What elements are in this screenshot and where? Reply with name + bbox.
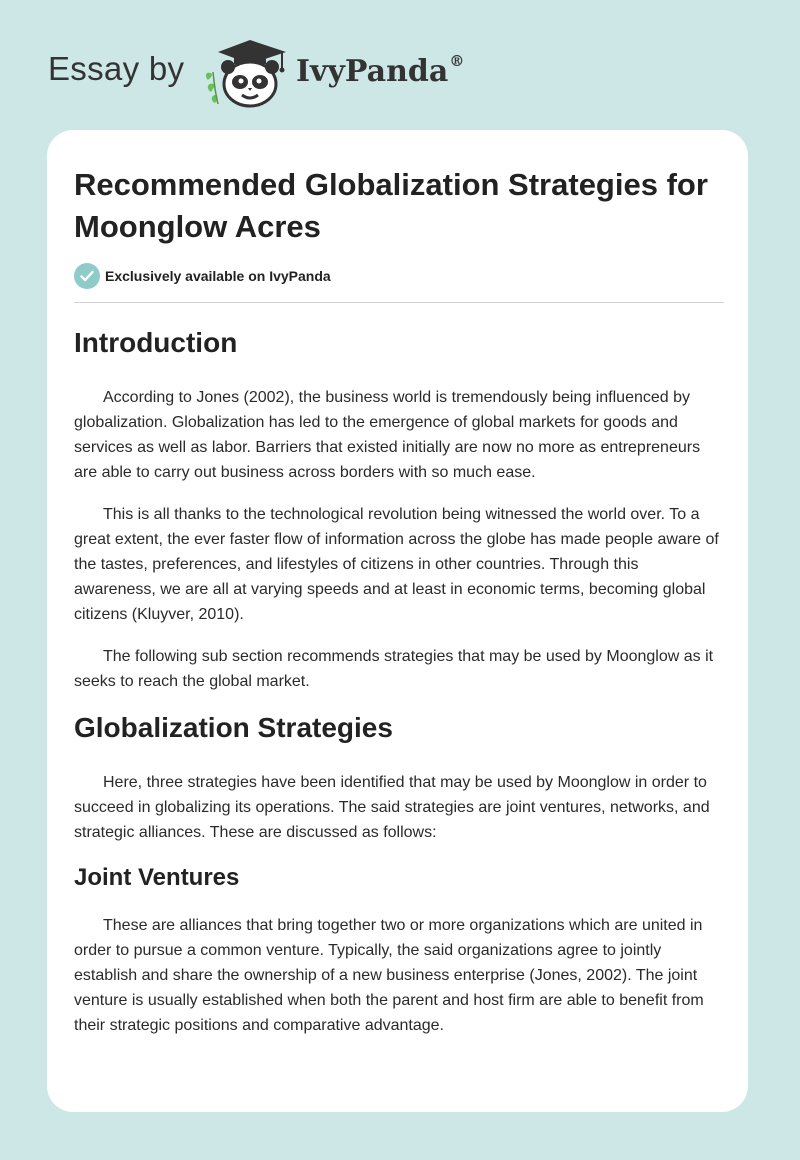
paragraph: Here, three strategies have been identified that may be used by Moonglow in order to succeed in globalizing its operations. The said strategies are joint ventures, networks, and strategic alliances. These are discussed as follows:	[74, 774, 710, 841]
essay-by-label: Essay by	[48, 50, 185, 87]
heading-globalization-strategies: Globalization Strategies	[74, 712, 393, 743]
article-card	[47, 130, 748, 1112]
heading-introduction: Introduction	[74, 327, 238, 358]
heading-joint-ventures: Joint Ventures	[74, 864, 240, 891]
check-circle-icon	[74, 263, 100, 289]
divider	[74, 302, 724, 303]
exclusive-badge-label: Exclusively available on IvyPanda	[105, 268, 331, 284]
paragraph: This is all thanks to the technological revolution being witnessed the world over. To a great extent, the ever faster flow of information across the globe has made people aware of the tastes, preferences, and lifestyles of citizens in other countries. Through this awareness, we are all at varying speeds and at least in economic terms, becoming global citizens (Kluyver, 2010).	[74, 506, 719, 623]
paragraph: These are alliances that bring together two or more organizations which are united in order to pursue a common venture. Typically, the said organizations agree to jointly establish and share the ownership of a new business enterprise (Jones, 2002). The joint venture is usually established when both the parent and host firm are able to benefit from their strategic positions and comparative advantage.	[74, 917, 704, 1034]
brand-name[interactable]	[296, 54, 464, 89]
ivy-leaf-icon	[206, 72, 218, 104]
paragraph: According to Jones (2002), the business world is tremendously being influenced by globalization. Globalization has led to the emergence of global markets for goods and services as well as labor. Barriers that existed initially are now no more as entrepreneurs are able to carry out business across borders with so much ease.	[74, 389, 701, 481]
site-header	[0, 0, 800, 130]
brand-text: IvyPanda	[296, 54, 449, 89]
registered-mark: ®	[449, 52, 465, 70]
panda-graduate-icon[interactable]	[198, 34, 292, 110]
exclusive-badge	[74, 263, 331, 289]
page-title: Recommended Globalization Strategies for Moonglow Acres	[74, 167, 708, 244]
paragraph: The following sub section recommends strategies that may be used by Moonglow as it seeks to reach the global market.	[74, 648, 714, 690]
